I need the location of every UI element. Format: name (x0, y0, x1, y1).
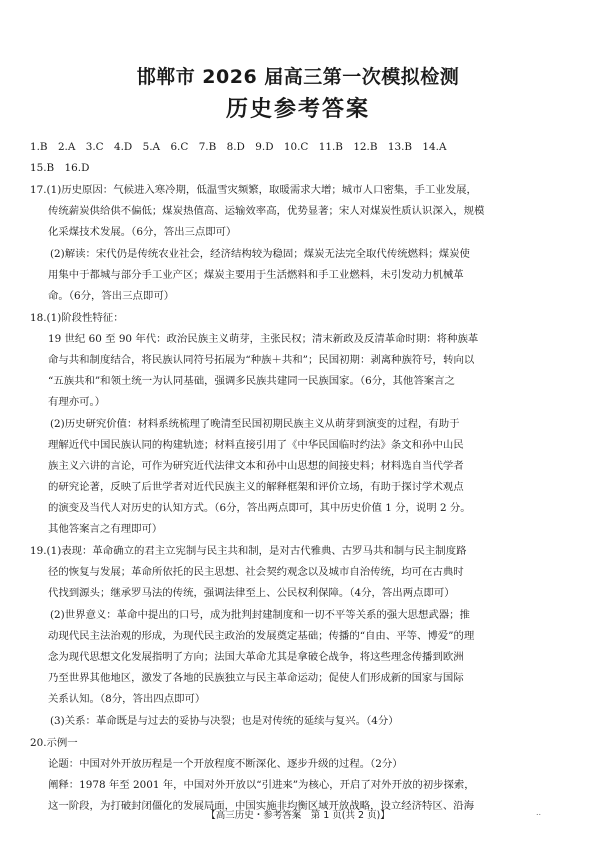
text-line: 1.B 2.A 3.C 4.D 5.A 6.C 7.B 8.D 9.D 10.C 11.B 12.B 13.B 14.A (30, 141, 447, 153)
text-line: “五族共和”和领土统一为认同基础，强调多民族共建同一民族国家。（6分，其他答案言之 (48, 375, 455, 387)
text-line: 用集中于都城与部分手工业产区；煤炭主要用于生活燃料和手工业燃料，未引发动力机械革 (48, 269, 464, 281)
text-line: 的演变及当代人对历史的认知方式。（6分，答出两点即可，其中历史价值 1 分，说明 2 分。 (48, 502, 471, 514)
text-line: 念为现代思想文化发展指明了方向；法国大革命尤其是拿破仑战争，将这些理念传播到欧洲 (48, 651, 464, 663)
text-line: 化采煤技术发展。（6分，答出三点即可） (48, 226, 237, 238)
text-line: 有理亦可。） (48, 396, 106, 408)
document-title: 历史参考答案 (225, 97, 370, 122)
text-line: (2)历史研究价值：材料系统梳理了晚清至民国初期民族主义从萌芽到演变的过程，有助于 (50, 418, 460, 430)
text-line: 关系认知。（8分，答出四点即可） (48, 693, 206, 705)
text-line: 17.(1)历史原因：气候进入寒冷期，低温雪灾频繁，取暖需求大增；城市人口密集，手工业发展， (30, 184, 477, 196)
text-line: 理解近代中国民族认同的构建轨迹；材料直接引用了《中华民国临时约法》条文和孙中山民 (48, 439, 464, 451)
text-line: 代找到源头；继承罗马法的传统，强调法律至上、公民权利保障。（4分，答出两点即可） (48, 587, 455, 599)
text-line: 传统薪炭供给供不偏低；煤炭热值高、运输效率高，优势显著；宋人对煤炭性质认识深入，规模 (48, 205, 485, 217)
text-line: 乃至世界其他地区，激发了各地的民族独立与民主革命运动；促使人们形成新的国家与国际 (48, 672, 464, 684)
text-line: 19.(1)表现：革命确立的君主立宪制与民主共和制，是对古代雅典、古罗马共和制与民主制度路 (30, 545, 467, 557)
text-line: 动现代民主法治观的形成，为现代民主政治的发展奠定基础；传播的“自由、平等、博爱”的理 (48, 630, 475, 642)
corner-mark: .. (536, 808, 542, 817)
text-line: 径的恢复与发展；革命所依托的民主思想、社会契约观念以及城市自治传统，均可在古典时 (48, 566, 464, 578)
page-footer: 【高三历史・参考答案 第 1 页(共 2 页)】 (206, 810, 390, 821)
text-line: 命。（6分，答出三点即可） (48, 290, 175, 302)
text-line: 15.B 16.D (30, 162, 90, 174)
text-line: 命与共和制度结合，将民族认同符号拓展为“种族＋共和”；民国初期：剥离种族符号，转向以 (48, 354, 475, 366)
text-line: 族主义六讲的言论，可作为研究近代法律文本和孙中山思想的间接史料；材料选自当代学者 (48, 460, 464, 472)
text-line: 的研究论著，反映了后世学者对近代民族主义的解释框架和评价立场，有助于探讨学术观点 (48, 481, 464, 493)
text-line: 这一阶段，为打破封闭僵化的发展局面，中国实施非均衡区域开放战略，设立经济特区、沿海 (48, 800, 475, 812)
text-line: 18.(1)阶段性特征： (30, 312, 124, 324)
text-line: 阐释：1978 年至 2001 年，中国对外开放以“引进来”为核心，开启了对外开放的初步探索， (48, 779, 475, 791)
text-line: (3)关系：革命既是与过去的妥协与决裂；也是对传统的延续与复兴。（4分） (50, 715, 399, 727)
text-line: 19 世纪 60 至 90 年代：政治民族主义萌芽，主张民权；清末新政及反清革命时期：将种族革 (48, 333, 479, 345)
text-line: (2)世界意义：革命中提出的口号，成为批判封建制度和一切不平等关系的强大思想武器；推 (50, 609, 470, 621)
text-line: (2)解读：宋代仍是传统农业社会，经济结构较为稳固；煤炭无法完全取代传统燃料；煤炭使 (50, 248, 470, 260)
text-line: 其他答案言之有理即可） (48, 523, 163, 535)
text-line: 论题：中国对外开放历程是一个开放程度不断深化、逐步升级的过程。（2分） (48, 758, 403, 770)
text-line: 20.示例一 (30, 737, 78, 749)
exam-title: 邯郸市 2026 届高三第一次模拟检测 (136, 66, 460, 88)
